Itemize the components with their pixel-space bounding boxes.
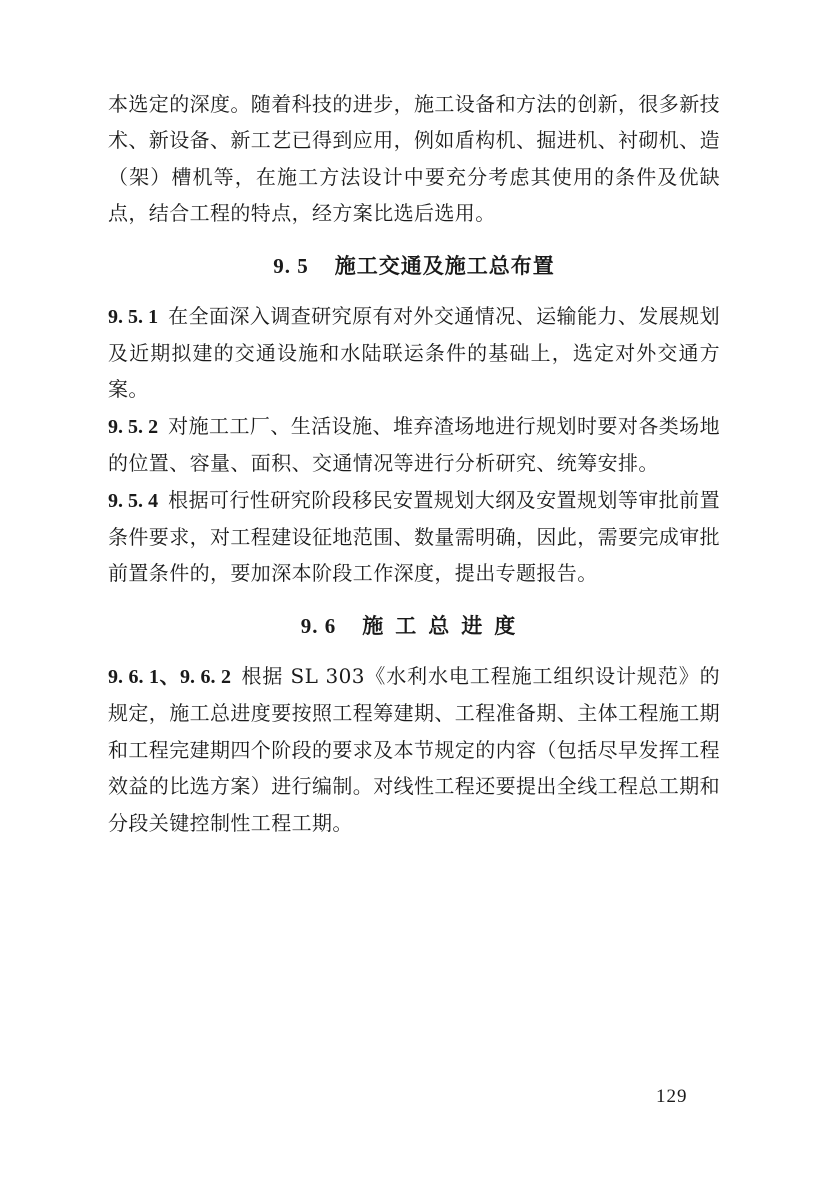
page-number: 129: [656, 1086, 688, 1107]
clause-number: 9. 5. 4: [108, 489, 159, 512]
section-number: 9. 5: [273, 253, 309, 278]
clause-text: 根据可行性研究阶段移民安置规划大纲及安置规划等审批前置条件要求，对工程建设征地范围、数量需明确，因此，需要完成审批前置条件的，要加深本阶段工作深度，提出专题报告。: [108, 487, 720, 586]
clause-text: 根据 SL 303《水利水电工程施工组织设计规范》的规定，施工总进度要按照工程筹建期、工程准备期、主体工程施工期和工程完建期四个阶段的要求及本节规定的内容（包括尽早发挥工程效益的比选方案）进行编制。对线性工程还要提出全线工程总工期和分段关键控制性工程工期。: [108, 663, 721, 835]
clause-text: 在全面深入调查研究原有对外交通情况、运输能力、发展规划及近期拟建的交通设施和水陆联运条件的基础上，选定对外交通方案。: [108, 303, 720, 402]
clause-number: 9. 5. 2: [108, 415, 159, 438]
section-heading-9-6: [108, 606, 720, 646]
clause-9-5-1: [108, 298, 720, 408]
page-body: [108, 86, 720, 841]
clause-9-5-2: [108, 408, 720, 482]
section-title: 施工总进度: [362, 612, 528, 638]
clause-number: 9. 6. 1、9. 6. 2: [108, 665, 231, 688]
clause-9-5-4: [108, 482, 720, 592]
clause-number: 9. 5. 1: [108, 305, 159, 328]
intro-paragraph: 本选定的深度。随着科技的进步，施工设备和方法的创新，很多新技术、新设备、新工艺已得到应用，例如盾构机、掘进机、衬砌机、造（架）槽机等，在施工方法设计中要充分考虑其使用的条件及优缺点，结合工程的特点，经方案比选后选用。: [108, 92, 720, 226]
clause-text: 对施工工厂、生活设施、堆弃渣场地进行规划时要对各类场地的位置、容量、面积、交通情况等进行分析研究、统筹安排。: [108, 413, 720, 476]
section-heading-9-5: [108, 246, 720, 286]
clause-9-6-1-2: [108, 658, 720, 841]
section-title: 施工交通及施工总布置: [334, 252, 555, 278]
section-number: 9. 6: [300, 613, 337, 638]
